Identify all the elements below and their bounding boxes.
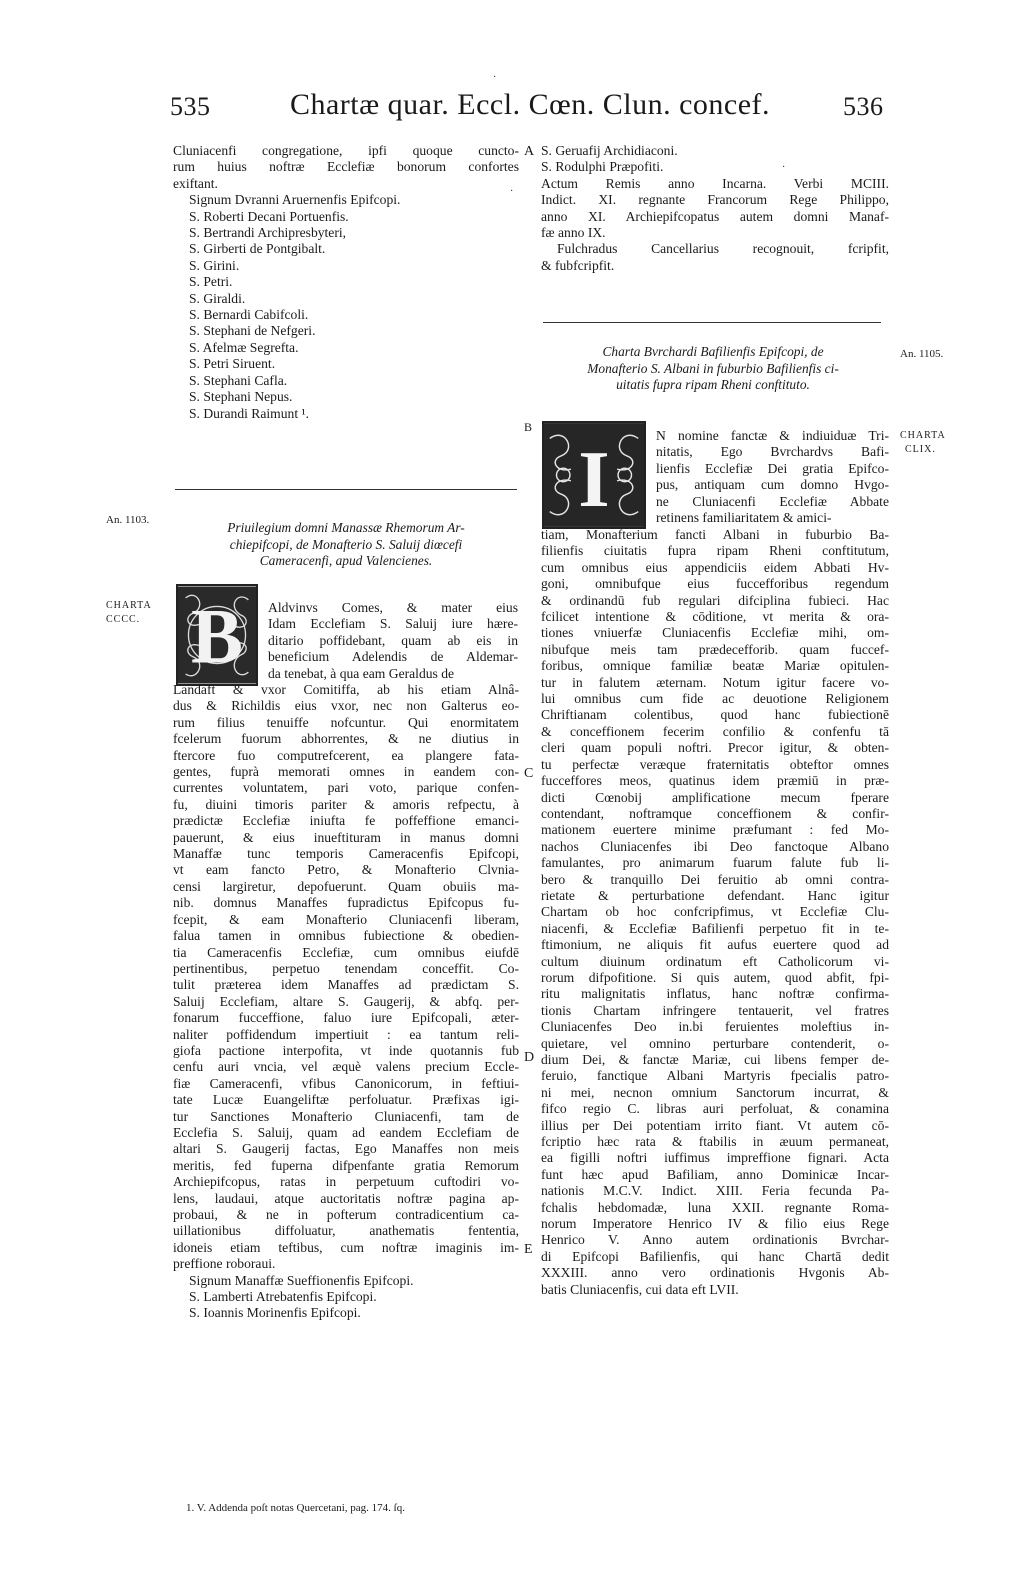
text-line: nibufque meis tam prædecefforib. quam fuccef- xyxy=(541,641,889,657)
text-line: S. Stephani de Nefgeri. xyxy=(189,323,316,339)
text-line: rorum difpofitione. Si quis autem, quod abfit, fpi- xyxy=(541,969,889,985)
text-line: ritu malignitatis inflatus, hanc noftræ confirma- xyxy=(541,986,889,1002)
text-line: fcepit, & eam Monafterio Cluniacenfi liberam, xyxy=(173,911,519,927)
text-line: ftimonium, ne aliquis fit aufus euertere quod ad xyxy=(541,937,889,953)
text-line: fcelerum fuorum abhorrentes, & ne diutius in xyxy=(173,731,519,747)
left-signature-block xyxy=(173,143,519,422)
text-line: funt hæc apud Bafiliam, anno Dominicæ Incar- xyxy=(541,1166,889,1182)
text-line: fcilicet intentione & cōditione, vt merita & ora- xyxy=(541,609,889,625)
text-line: S. Roberti Decani Portuenfis. xyxy=(189,208,349,224)
text-line: Ecclefia S. Saluij, quam ad eandem Ecclefiam de xyxy=(173,1124,519,1140)
text-line: ne Cluniacenfi Ecclefiæ Abbate xyxy=(656,493,889,509)
text-line: vt eam fancto Petro, & Monafterio Clvnia- xyxy=(173,862,519,878)
text-line: tiones vniuerfæ Cluniacenfis Ecclefiæ mihi, om- xyxy=(541,625,889,641)
text-line: fonarum fucceffione, faluo iure Epifcopali, æter- xyxy=(173,1010,519,1026)
decorated-initial-i xyxy=(542,421,646,529)
right-charter-heading xyxy=(548,344,878,394)
text-line: Fulchradus Cancellarius recognouit, fcripfit, xyxy=(557,241,889,257)
text-line: tur Sanctiones Monafterio Cluniacenfi, tam de xyxy=(173,1108,519,1124)
text-line: norum Imperatore Henrico IV & filio eius Rege xyxy=(541,1216,889,1232)
text-line: naliter poffidendum impertiuit : ea tantum reli- xyxy=(173,1026,519,1042)
text-line: di Epifcopi Bafilienfis, qui hanc Chartā dedit xyxy=(541,1248,889,1264)
text-line: prædictæ Ecclefiæ iniufta fe poffeffione emanci- xyxy=(173,813,519,829)
text-line: altari S. Gaugerij factas, Ego Manaffes non meis xyxy=(173,1141,519,1157)
text-line: tu perfectæ veræque fraternitatis obteftor omnes xyxy=(541,756,889,772)
text-line: XXXIII. anno vero ordinationis Hvgonis Ab- xyxy=(541,1265,889,1281)
text-line: uitatis fupra ripam Rheni conftituto. xyxy=(616,377,810,392)
margin-year-right: An. 1105. xyxy=(900,348,944,360)
text-line: tulit præterea idem Manaffes ad prædictam S. xyxy=(173,977,519,993)
text-line: Charta Bvrchardi Bafilienfis Epifcopi, de xyxy=(602,344,824,359)
text-line: nib. domnus Manaffes fupradictus Epifcopus fu- xyxy=(173,895,519,911)
text-line: fiæ Cameracenfi, vfibus Canonicorum, in feftiui- xyxy=(173,1075,519,1091)
text-line: dicti Cœnobij amplificatione mecum fperare xyxy=(541,789,889,805)
text-line: da tenebat, à qua eam Geraldus de xyxy=(268,665,455,681)
text-line: dium Dei, & fanctæ Mariæ, cui libens femper de- xyxy=(541,1052,889,1067)
text-line: Idam Ecclefiam S. Saluij iure hære- xyxy=(268,616,518,632)
text-line: S. Petri. xyxy=(189,274,233,290)
text-line: Saluij Ecclefiam, altare S. Gaugerij, & abfq. per- xyxy=(173,993,519,1009)
text-line: nachos Cluniacenfes ibi Deo fanctoque Albano xyxy=(541,838,889,854)
text-line: quietare, vel omnino perturbare contenderit, o- xyxy=(541,1035,889,1051)
text-line: nationis M.C.V. Indict. XIII. Feria fecunda Pa- xyxy=(541,1183,889,1199)
svg-text:B: B xyxy=(190,592,244,680)
text-line: S. Afelmæ Segrefta. xyxy=(189,339,299,355)
text-line: S. Giraldi. xyxy=(189,290,246,306)
text-line: retinens familiaritatem & amici- xyxy=(656,510,832,526)
text-line: beneficium Adelendis de Aldemar- xyxy=(268,649,518,665)
text-line: giofa pactione interpofita, vt inde quotannis fub xyxy=(173,1042,519,1058)
text-line: falua tamen in omnibus fubiectione & obedien- xyxy=(173,928,519,944)
right-signature-block xyxy=(541,143,889,274)
section-letter-c: C xyxy=(524,766,534,781)
text-line: probaui, & ne in pofterum contradicentium ca- xyxy=(173,1207,519,1222)
text-line: Signum Manaffæ Sueffionenfis Epifcopi. xyxy=(189,1272,414,1288)
text-line: Signum Dvranni Aruernenfis Epifcopi. xyxy=(189,192,401,208)
text-line: cenfu auri vncia, vel æquè valens precium Eccle- xyxy=(173,1059,519,1075)
text-line: fu, diuini timoris pariter & amoris refpectu, à xyxy=(173,796,519,812)
text-line: S. Girberti de Pontgibalt. xyxy=(189,241,326,257)
initial-i-ornament xyxy=(544,423,644,527)
text-line: pertinentibus, perpetuo tenendam conceffit. Co- xyxy=(173,960,519,976)
text-line: rietate & perturbatione defendant. Hanc igitur xyxy=(541,887,889,903)
text-line: dus & Richildis eius vxor, nec non Galterus eo- xyxy=(173,698,519,714)
footnote: 1. V. Addenda poſt notas Quercetani, pag. 174. ſq. xyxy=(186,1502,405,1514)
text-line: S. Lamberti Atrebatenfis Epifcopi. xyxy=(189,1289,377,1305)
text-line: fucceffores meos, quatinus idem præmiū in præ- xyxy=(541,773,889,789)
stray-mark: · xyxy=(493,72,497,83)
text-line: S. Ioannis Morinenfis Epifcopi. xyxy=(189,1305,361,1321)
stray-mark: · xyxy=(510,186,514,197)
margin-charta-left: CHARTA xyxy=(106,600,152,611)
text-line: tionis Chartam infringere tentauerit, vel fratres xyxy=(541,1002,889,1018)
text-line: anno XI. Archiepifcopatus autem domni Manaf- xyxy=(541,208,889,224)
text-line: S. Geruafij Archidiaconi. xyxy=(541,143,678,158)
text-line: S. Rodulphi Præpofiti. xyxy=(541,159,664,175)
text-line: Manaffæ tunc temporis Cameracenfis Epifcopi, xyxy=(173,846,519,862)
initial-b-ornament xyxy=(178,586,256,684)
text-line: fchalis hebdomadæ, luna XXII. regnante Roma- xyxy=(541,1199,889,1215)
text-line: S. Stephani Cafla. xyxy=(189,372,288,388)
text-line: & ordinandū fub regulari difciplina fubieci. Hac xyxy=(541,592,889,608)
text-line: Aldvinvs Comes, & mater eius xyxy=(268,600,518,615)
text-line: tia Cameracenfis Ecclefiæ, cum omnibus eiufdē xyxy=(173,944,519,960)
margin-charta-num-right: CLIX. xyxy=(905,444,936,455)
text-line: ftercore fuo computrefcerent, ea plangere fata- xyxy=(173,747,519,763)
section-letter-d: D xyxy=(524,1050,535,1065)
text-line: Archiepifcopus, ratas in perpetuum cuftodiri vo- xyxy=(173,1174,519,1190)
text-line: S. Stephani Nepus. xyxy=(189,389,293,405)
text-line: exiftant. xyxy=(173,175,218,191)
left-charter-body xyxy=(173,682,519,1322)
right-section-rule xyxy=(543,322,881,323)
section-letter-b: B xyxy=(524,420,533,434)
text-line: nitatis, Ego Bvrchardvs Bafi- xyxy=(656,444,889,460)
left-initial-text xyxy=(268,600,518,682)
text-line: currentes voluntatem, pari voto, parique confen- xyxy=(173,780,519,796)
text-line: rum huius noftræ Ecclefiæ bonorum confortes xyxy=(173,159,519,175)
running-title: Chartæ quar. Eccl. Cœn. Clun. concef. xyxy=(289,88,771,121)
text-line: bero & tranquillo Dei feruitio ab omni contra- xyxy=(541,871,889,887)
text-line: cultum diuinum ordinatum eft Catholicorum vi- xyxy=(541,953,889,969)
text-line: tiam, Monafterium fancti Albani in fuburbio Ba- xyxy=(541,527,889,542)
text-line: illius per Dei potentiam irrito fiant. Vt autem cō- xyxy=(541,1117,889,1133)
left-section-rule xyxy=(175,489,517,490)
text-line: Monafterio S. Albani in fuburbio Bafilienfis ci- xyxy=(587,360,839,376)
section-letter-e: E xyxy=(524,1242,533,1257)
text-line: pus, antiquam cum domno Hvgo- xyxy=(656,477,889,493)
text-line: foribus, omnique familiæ beatæ Mariæ opitulen- xyxy=(541,658,889,674)
right-charter-body xyxy=(541,527,889,1298)
text-line: Indict. XI. regnante Francorum Rege Philippo, xyxy=(541,192,889,208)
text-line: gentes, fuprà memorati omnes in eandem con- xyxy=(173,764,519,780)
text-line: Priuilegium domni Manassæ Rhemorum Ar- xyxy=(227,520,465,535)
text-line: Cluniacenfi congregatione, ipfi quoque cuncto- xyxy=(173,143,519,158)
text-line: S. Girini. xyxy=(189,257,240,273)
text-line: pauerunt, & eius inueftituram in manus domni xyxy=(173,829,519,845)
text-line: filienfis ciuitatis fupra ripam Rheni conftitutum, xyxy=(541,543,889,559)
text-line: cleri quam populi noftri. Precor igitur, & obten- xyxy=(541,740,889,756)
text-line: chiepifcopi, de Monafterio S. Saluij diœcefi xyxy=(229,536,463,552)
right-initial-text xyxy=(656,428,889,526)
text-line: Henrico V. Anno autem ordinationis Bvrchar- xyxy=(541,1232,889,1248)
text-line: lens, laudaui, atque auctoritatis noftræ pagina ap- xyxy=(173,1190,519,1206)
text-line: famulantes, pro animarum fuarum falute fub li- xyxy=(541,855,889,871)
text-line: & conceffionem fecerim confilio & confenfu tā xyxy=(541,723,889,739)
text-line: niacenfi, & Ecclefiæ Bafilienfi perpetuo fit in te- xyxy=(541,920,889,936)
decorated-initial-b xyxy=(176,584,258,686)
text-line: contendant, noftramque conceffionem & confir- xyxy=(541,805,889,821)
text-line: S. Bertrandi Archipresbyteri, xyxy=(189,225,347,241)
text-line: Cameracenfi, apud Valencienes. xyxy=(259,553,433,568)
text-line: censi largiretur, depofuerunt. Quam obuiis ma- xyxy=(173,878,519,894)
text-line: mationem euertere minime præfumant : fed Mo- xyxy=(541,822,889,838)
text-line: preffione roboraui. xyxy=(173,1256,276,1272)
page-number-right: 536 xyxy=(843,92,884,121)
text-line: Chriftianam colentibus, quod hanc fubiectionē xyxy=(541,707,889,723)
text-line: Actum Remis anno Incarna. Verbi MCIII. xyxy=(541,175,889,191)
text-line: rum filius tenuiffe nofcuntur. Qui enormitatem xyxy=(173,714,519,730)
text-line: Cluniacenfes Deo in.bi feruientes moleftius in- xyxy=(541,1019,889,1035)
text-line: Landaft & vxor Comitiffa, ab his etiam Alnâ- xyxy=(173,682,519,697)
text-line: S. Durandi Raimunt ¹. xyxy=(189,405,309,421)
text-line: feruio, fanctique Albani Martyris fpecialis patro- xyxy=(541,1068,889,1084)
text-line: Chartam ob hoc confcripfimus, vt Ecclefiæ Clu- xyxy=(541,904,889,920)
svg-text:I: I xyxy=(578,434,610,524)
stray-mark: · xyxy=(782,162,786,173)
text-line: fæ anno IX. xyxy=(541,225,606,241)
margin-charta-num-left: CCCC. xyxy=(106,614,141,625)
text-line: S. Petri Siruent. xyxy=(189,356,276,372)
text-line: N nomine fanctæ & indiuiduæ Tri- xyxy=(656,428,889,443)
text-line: fcriptio hæc rata & ftabilis in æuum permaneat, xyxy=(541,1134,889,1150)
text-line: idoneis etiam teftibus, cum noftræ imaginis im- xyxy=(173,1239,519,1255)
text-line: fifco regio C. libras auri perfoluat, & conamina xyxy=(541,1101,889,1117)
text-line: goni, omnibufque eius fuccefforibus regendum xyxy=(541,576,889,592)
text-line: & fubfcripfit. xyxy=(541,257,615,273)
text-line: batis Cluniacenfis, cui data eft LVII. xyxy=(541,1281,739,1297)
text-line: S. Bernardi Cabifcoli. xyxy=(189,307,309,323)
text-line: uillationibus diffoluatur, anathematis fententia, xyxy=(173,1223,519,1239)
text-line: lui omnibus cum fide ac deuotione Religionem xyxy=(541,691,889,707)
text-line: ditario poffidebant, quam ab eis in xyxy=(268,632,518,648)
text-line: cum omnibus eius appendiciis eidem Abbati Hv- xyxy=(541,559,889,575)
text-line: ea figilli noftri iuffimus impreffione fignari. Acta xyxy=(541,1150,889,1166)
text-line: lienfis Ecclefiæ Dei gratia Epifco- xyxy=(656,460,889,476)
text-line: tate Lucæ Euangeliftæ perfoluatur. Præfixas igi- xyxy=(173,1092,519,1108)
margin-charta-right: CHARTA xyxy=(900,430,946,441)
text-line: ni mei, necnon omnium Sanctorum incurrat, & xyxy=(541,1084,889,1100)
page-number-left: 535 xyxy=(170,92,211,121)
text-line: meritis, fed fuperna difpenfante gratia Remorum xyxy=(173,1157,519,1173)
section-letter-a: A xyxy=(524,144,535,159)
text-line: tur in falutem æternam. Notum igitur facere vo- xyxy=(541,674,889,690)
margin-year-left: An. 1103. xyxy=(106,514,150,526)
left-charter-heading xyxy=(178,520,514,570)
